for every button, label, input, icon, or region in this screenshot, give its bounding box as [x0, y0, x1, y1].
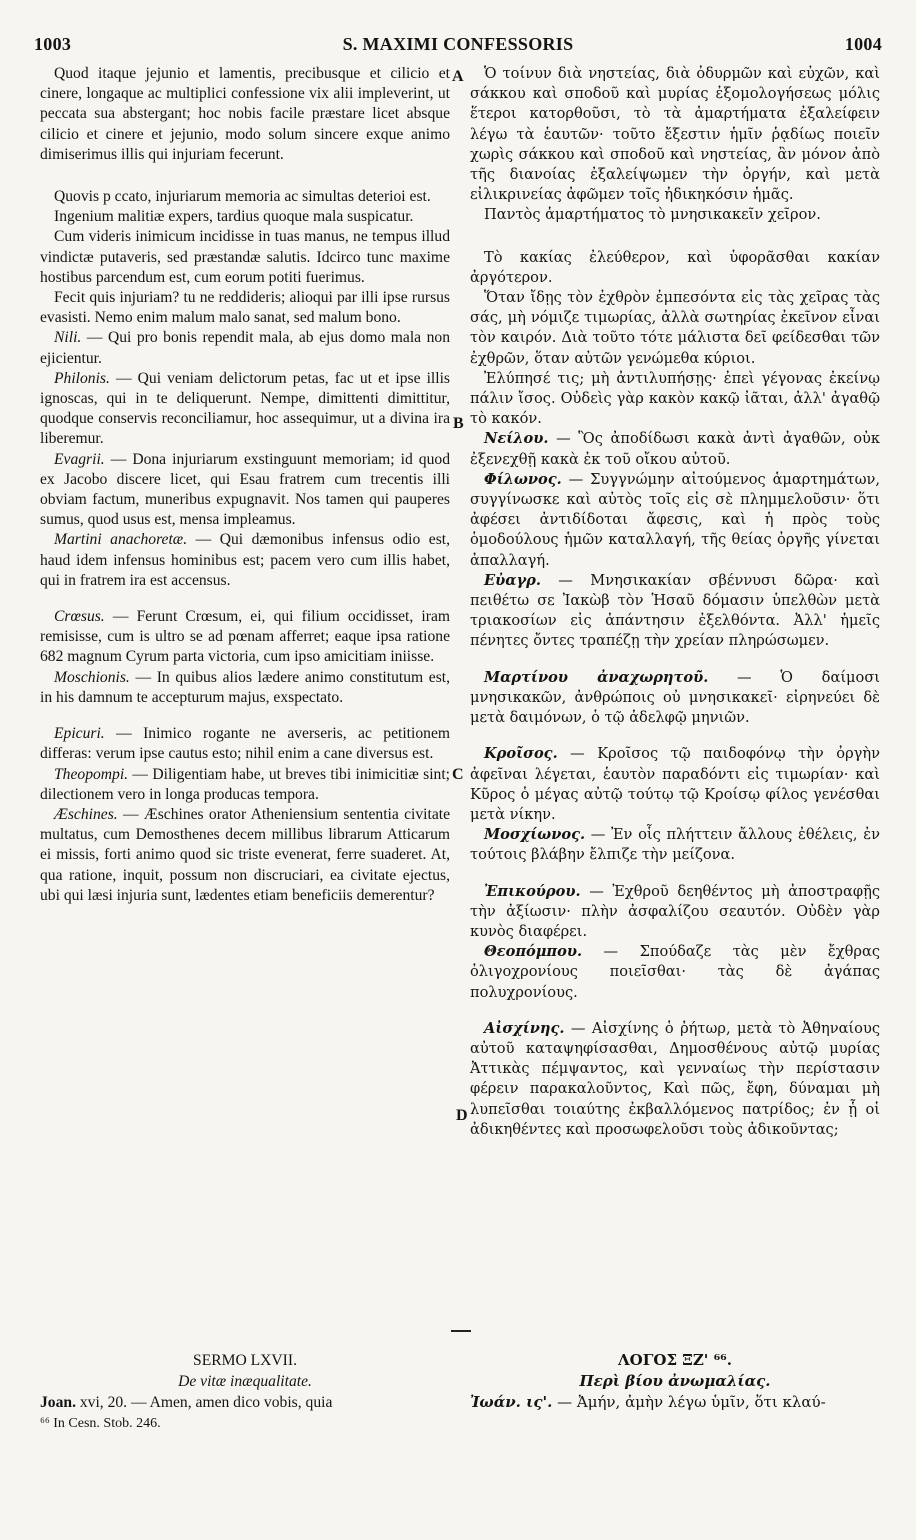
maxim-text: — Σπούδαζε τὰς μὲν ἔχθρας ὀλιγοχρονίους ποιεῖσθαι· τὰς δὲ ἀγάπας πολυχρονίους.	[470, 943, 880, 1001]
maxim-paragraph	[470, 205, 880, 225]
maxim-paragraph	[470, 429, 880, 469]
source-attribution: Θεοπόμπου.	[484, 943, 583, 961]
latin-column	[40, 64, 450, 906]
greek-sermon-subtitle: Περὶ βίου ἀνωμαλίας.	[579, 1372, 771, 1390]
greek-sermon-heading: ΛΟΓΟΣ ΞΖ' ⁶⁶.	[618, 1351, 732, 1369]
maxim-text: Τὸ κακίας ἐλεύθερον, καὶ ὑφορᾶσθαι κακίαν ἀργότερον.	[470, 248, 880, 286]
maxim-text: Ὁ τοίνυν διὰ νηστείας, διὰ ὀδυρμῶν καὶ εὐχῶν, καὶ σάκκου καὶ σποδοῦ καὶ μυρίας ἐξομολογήσεως μόλις ἕτεροι κατορθοῦσι, τὸ τὰ ἁμαρτήματα ἐξαλείφειν λέγω τὰ ἑαυτῶν· τοῦτο ἔξεστιν ἡμῖν ῥᾳδίως ποιεῖν χωρὶς σάκκου καὶ σποδοῦ καὶ νηστείας, ἂν μόνον ἀπὸ τῆς διανοίας ἐξαλείψωμεν τὴν ὀργήν, καὶ μετὰ εἰλικρινείας ἀφῶμεν τοῖς ἠδικηκόσιν ἡμᾶς.	[470, 65, 880, 204]
maxim-paragraph	[40, 724, 450, 764]
source-attribution: Philonis.	[54, 369, 110, 387]
source-attribution: Moschionis.	[54, 668, 130, 686]
maxim-text: — Αἰσχίνης ὁ ῥήτωρ, μετὰ τὸ Ἀθηναίους αὐτοῦ καταψηφίσασθαι, Δημοσθένους αὐτῷ μυρίας Ἀττικὰς πέμψαντος, καὶ γενναίως τὴν περίστασιν φέρειν παρακαλοῦντος, Καὶ πῶς, ἔφη, δύναμαι μὴ λυπεῖσθαι τοιαύτης ἐκβαλλόμενος πατρίδος; ἐν ᾗ οἱ ἀδικηθέντες καὶ προσωφελοῦσι τοὺς ἀδικοῦντας;	[470, 1019, 880, 1138]
maxim-paragraph	[470, 1019, 880, 1140]
latin-sermon-first-line	[40, 1392, 450, 1413]
maxim-paragraph	[470, 64, 880, 205]
maxim-text: — Æschines orator Atheniensium sententia civitate multatus, cum Demosthenes decem millibus librarum Atticarum ei missis, forti animo quod sic triste evenerat, ferre suaderet. At, qua ratione, inquit, possum non discruciari, ea civitate ejectus, ubi qui læsi injuria sunt, lædentes etiam beneficiis demerentur?	[40, 805, 450, 904]
maxim-paragraph	[470, 942, 880, 1003]
source-attribution: Æschines.	[54, 805, 118, 823]
latin-sermon-subtitle: De vitæ inæqualitate.	[178, 1373, 312, 1390]
source-attribution: Νείλου.	[484, 430, 549, 448]
maxim-text: — Συγγνώμην αἰτούμενος ἁμαρτημάτων, συγγίνωσκε καὶ αὐτὸς τοῖς εἰς σὲ πλημμελοῦσιν· ὅτι ἀφέσει ἀντιδίδοται ἄφεσις, καὶ ἡ πρὸς τοὺς ὁμοδούλους ἡμῶν καταλλαγή, τῆς θείας ὀργῆς γίνεται ἀπαλλαγή.	[470, 470, 880, 569]
maxim-text: Παντὸς ἁμαρτήματος τὸ μνησικακεῖν χεῖρον.	[484, 206, 821, 224]
section-marker-b: B	[453, 415, 464, 432]
source-attribution: Crœsus.	[54, 608, 105, 626]
maxim-paragraph	[40, 668, 450, 708]
section-marker-c: C	[452, 766, 464, 783]
maxim-paragraph	[40, 765, 450, 805]
maxim-text: — Qui pro bonis rependit mala, ab ejus domo mala non ejicientur.	[40, 329, 450, 367]
maxim-paragraph	[40, 288, 450, 328]
maxim-paragraph	[470, 369, 880, 430]
greek-scripture-ref: Ἰωάν. ις'.	[470, 1393, 553, 1411]
maxim-text: — Μνησικακίαν σβέννυσι δῶρα· καὶ πειθέτω σε Ἰακὼβ τὸν Ἡσαῦ δόμασιν ὑπελθὼν μετὰ τριακοσίων εἰς ἀπάντησιν ἐξελθόντα. Ἀλλ' ἡμεῖς πένητες ὄντες τραπέζῃ τὴν χρείαν πληρώσωμεν.	[470, 571, 880, 650]
maxim-text: — Ferunt Crœsum, ei, qui filium occidisset, iram remisisse, cum is ultro se ad pœnam afferret; eaque ipsa ratione 682 magnum Cyrum parta victoria, cum ipso amicitiam iniisse.	[40, 608, 450, 666]
maxim-text: — Qui dæmonibus infensus odio est, haud idem infensus hominibus est; pacem vero cum illis habet, qui in fratrem ira est accensus.	[40, 531, 450, 589]
maxim-text: Cum videris inimicum incidisse in tuas manus, ne tempus illud vindictæ putaveris, sed præstandæ salutis. Idcirco tunc maxime hostibus parcendum est, cum eorum potiti fuerimus.	[40, 228, 450, 286]
latin-sermon-heading: SERMO LXVII.	[193, 1352, 297, 1369]
maxim-text: — Κροῖσος τῷ παιδοφόνῳ τὴν ὀργὴν ἀφεῖναι λέγεται, ἑαυτὸν παραδόντι εἰς τιμωρίαν· καὶ Κῦρος ὁ μέγας αὐτῷ τούτῳ τῷ Κροίσῳ φίλος γενέσθαι μετὰ νίκην.	[470, 745, 880, 823]
maxim-paragraph	[40, 187, 450, 207]
source-attribution: Αἰσχίνης.	[484, 1019, 565, 1037]
page-number-left: 1003	[34, 34, 72, 54]
page-header	[34, 34, 882, 60]
maxim-paragraph	[40, 227, 450, 288]
source-attribution: Κροῖσος.	[484, 745, 558, 763]
maxim-text: — Ὁ δαίμοσι μνησικακῶν, ἀνθρώποις οὐ μνησικακεῖ· εἰρηνεύει δὲ μετὰ δαιμόνων, ὁ τῷ ἀδελφῷ μηνιῶν.	[470, 668, 880, 727]
latin-sermon-heading-block	[40, 1350, 450, 1434]
maxim-text: — Ἐν οἷς πλήττειν ἄλλους ἐθέλεις, ἐν τούτοις βλάβην ἔλπιζε τὴν μείζονα.	[470, 826, 880, 864]
source-attribution: Φίλωνος.	[484, 470, 562, 488]
maxim-paragraph	[40, 369, 450, 450]
source-attribution: Evagrii.	[54, 450, 105, 468]
source-attribution: Μοσχίωνος.	[484, 826, 586, 844]
source-attribution: Epicuri.	[54, 725, 105, 743]
maxim-text: — Diligentiam habe, ut breves tibi inimicitiæ sint; dilectionem vero in longa producas tempora.	[40, 765, 450, 803]
source-attribution: Martini anachoretæ.	[54, 531, 188, 549]
source-attribution: Μαρτίνου ἀναχωρητοῦ.	[484, 668, 709, 686]
section-marker-d: D	[456, 1107, 468, 1124]
maxim-paragraph	[470, 571, 880, 652]
greek-sermon-heading-block	[470, 1350, 880, 1413]
source-attribution: Theopompi.	[54, 765, 129, 783]
maxim-paragraph	[40, 64, 450, 165]
maxim-text: — Inimico rogante ne averseris, ac petitionem differas: verum ipse cautus esto; nihil enim a cane diversus est.	[40, 725, 450, 763]
maxim-paragraph	[470, 825, 880, 865]
maxim-text: Fecit quis injuriam? tu ne reddideris; alioqui par illi ipse rursus evasisti. Nemo enim malum malo sanat, sed malum bono.	[40, 289, 450, 327]
running-title: S. MAXIMI CONFESSORIS	[342, 34, 574, 54]
source-attribution: Εὐαγρ.	[484, 571, 541, 589]
maxim-paragraph	[40, 805, 450, 906]
maxim-paragraph	[40, 450, 450, 531]
source-attribution: Ἐπικούρου.	[484, 882, 581, 900]
latin-first-line-text: xvi, 20. — Amen, amen dico vobis, quia	[75, 1394, 333, 1411]
column-end-rule	[451, 1330, 471, 1332]
maxim-text: Quovis p ccato, injuriarum memoria ac simultas deterioi est.	[54, 188, 431, 206]
maxim-paragraph	[40, 328, 450, 368]
maxim-text: — Ἐχθροῦ δεηθέντος μὴ ἀποστραφῇς τὴν ἀξίωσιν· πλὴν ἀσφαλίζου σεαυτόν. Οὐδὲν γὰρ κυνὸς διαφέρει.	[470, 882, 880, 940]
maxim-paragraph	[470, 288, 880, 369]
greek-sermon-first-line	[470, 1392, 880, 1413]
maxim-paragraph	[470, 744, 880, 825]
maxim-text: — Ὃς ἀποδίδωσι κακὰ ἀντὶ ἀγαθῶν, οὐκ ἐξενεχθῇ κακὰ ἐκ τοῦ οἴκου αὐτοῦ.	[470, 430, 880, 468]
maxim-paragraph	[40, 207, 450, 227]
maxim-text: — Qui veniam delictorum petas, fac ut et ipse illis ignoscas, qui in te deliquerunt. Nempe, dimittenti dimittitur, quodque conservis reconciliamur, hoc assequimur, ut a divina ira liberemur.	[40, 369, 450, 448]
greek-column	[470, 64, 880, 1140]
section-marker-a: A	[452, 68, 464, 85]
page-number-right: 1004	[844, 34, 882, 54]
maxim-text: Ὅταν ἴδῃς τὸν ἐχθρὸν ἐμπεσόντα εἰς τὰς χεῖρας τὰς σάς, μὴ νόμιζε τιμωρίας, ἀλλὰ σωτηρίας ἐκεῖνον εἶναι τὸν καιρόν. Διὰ τοῦτο τότε μάλιστα δεῖ φείδεσθαι τῶν ἐχθρῶν, ὅταν αὐτῶν γενώμεθα κύριοι.	[470, 289, 880, 367]
latin-scripture-ref: Joan.	[40, 1394, 76, 1411]
maxim-paragraph	[470, 882, 880, 943]
maxim-text: — Dona injuriarum exstinguunt memoriam; id quod ex Jacobo discere licet, qui Esau fratrem cum trecentis illi obviam factum, muneribus expugnavit. Nos tamen qui pauperes sumus, quod usus est, mensa impleamus.	[40, 450, 450, 529]
latin-footnote: ⁶⁶ In Cesn. Stob. 246.	[40, 1416, 161, 1431]
maxim-paragraph	[470, 668, 880, 729]
maxim-paragraph	[40, 530, 450, 591]
maxim-text: Ἐλύπησέ τις; μὴ ἀντιλυπήσῃς· ἐπεὶ γέγονας ἐκείνῳ πάλιν ἴσος. Οὐδεὶς γὰρ κακὸν κακῷ ἰᾶται, ἀλλ' ἀγαθῷ τὸ κακόν.	[470, 369, 880, 428]
maxim-text: Ingenium malitiæ expers, tardius quoque mala suspicatur.	[54, 208, 414, 226]
maxim-text: Quod itaque jejunio et lamentis, precibusque et cilicio et cinere, longaque ac multiplici confessione vix alii impleverint, ut peccata sua abstergant; hoc nobis facile præstare licet absque cilicio et cinere et jejunio, modo solum sincere exque animo dimiserimus illis qui injuriam fecerunt.	[40, 65, 450, 163]
maxim-text: — In quibus alios lædere animo constitutum est, in his damnum te accepturum majus, exspectato.	[40, 668, 450, 706]
greek-first-line-text: — Ἀμήν, ἀμὴν λέγω ὑμῖν, ὅτι κλαύ-	[552, 1393, 826, 1411]
maxim-paragraph	[40, 607, 450, 668]
maxim-paragraph	[470, 470, 880, 571]
maxim-paragraph	[470, 248, 880, 288]
source-attribution: Nili.	[54, 329, 82, 347]
